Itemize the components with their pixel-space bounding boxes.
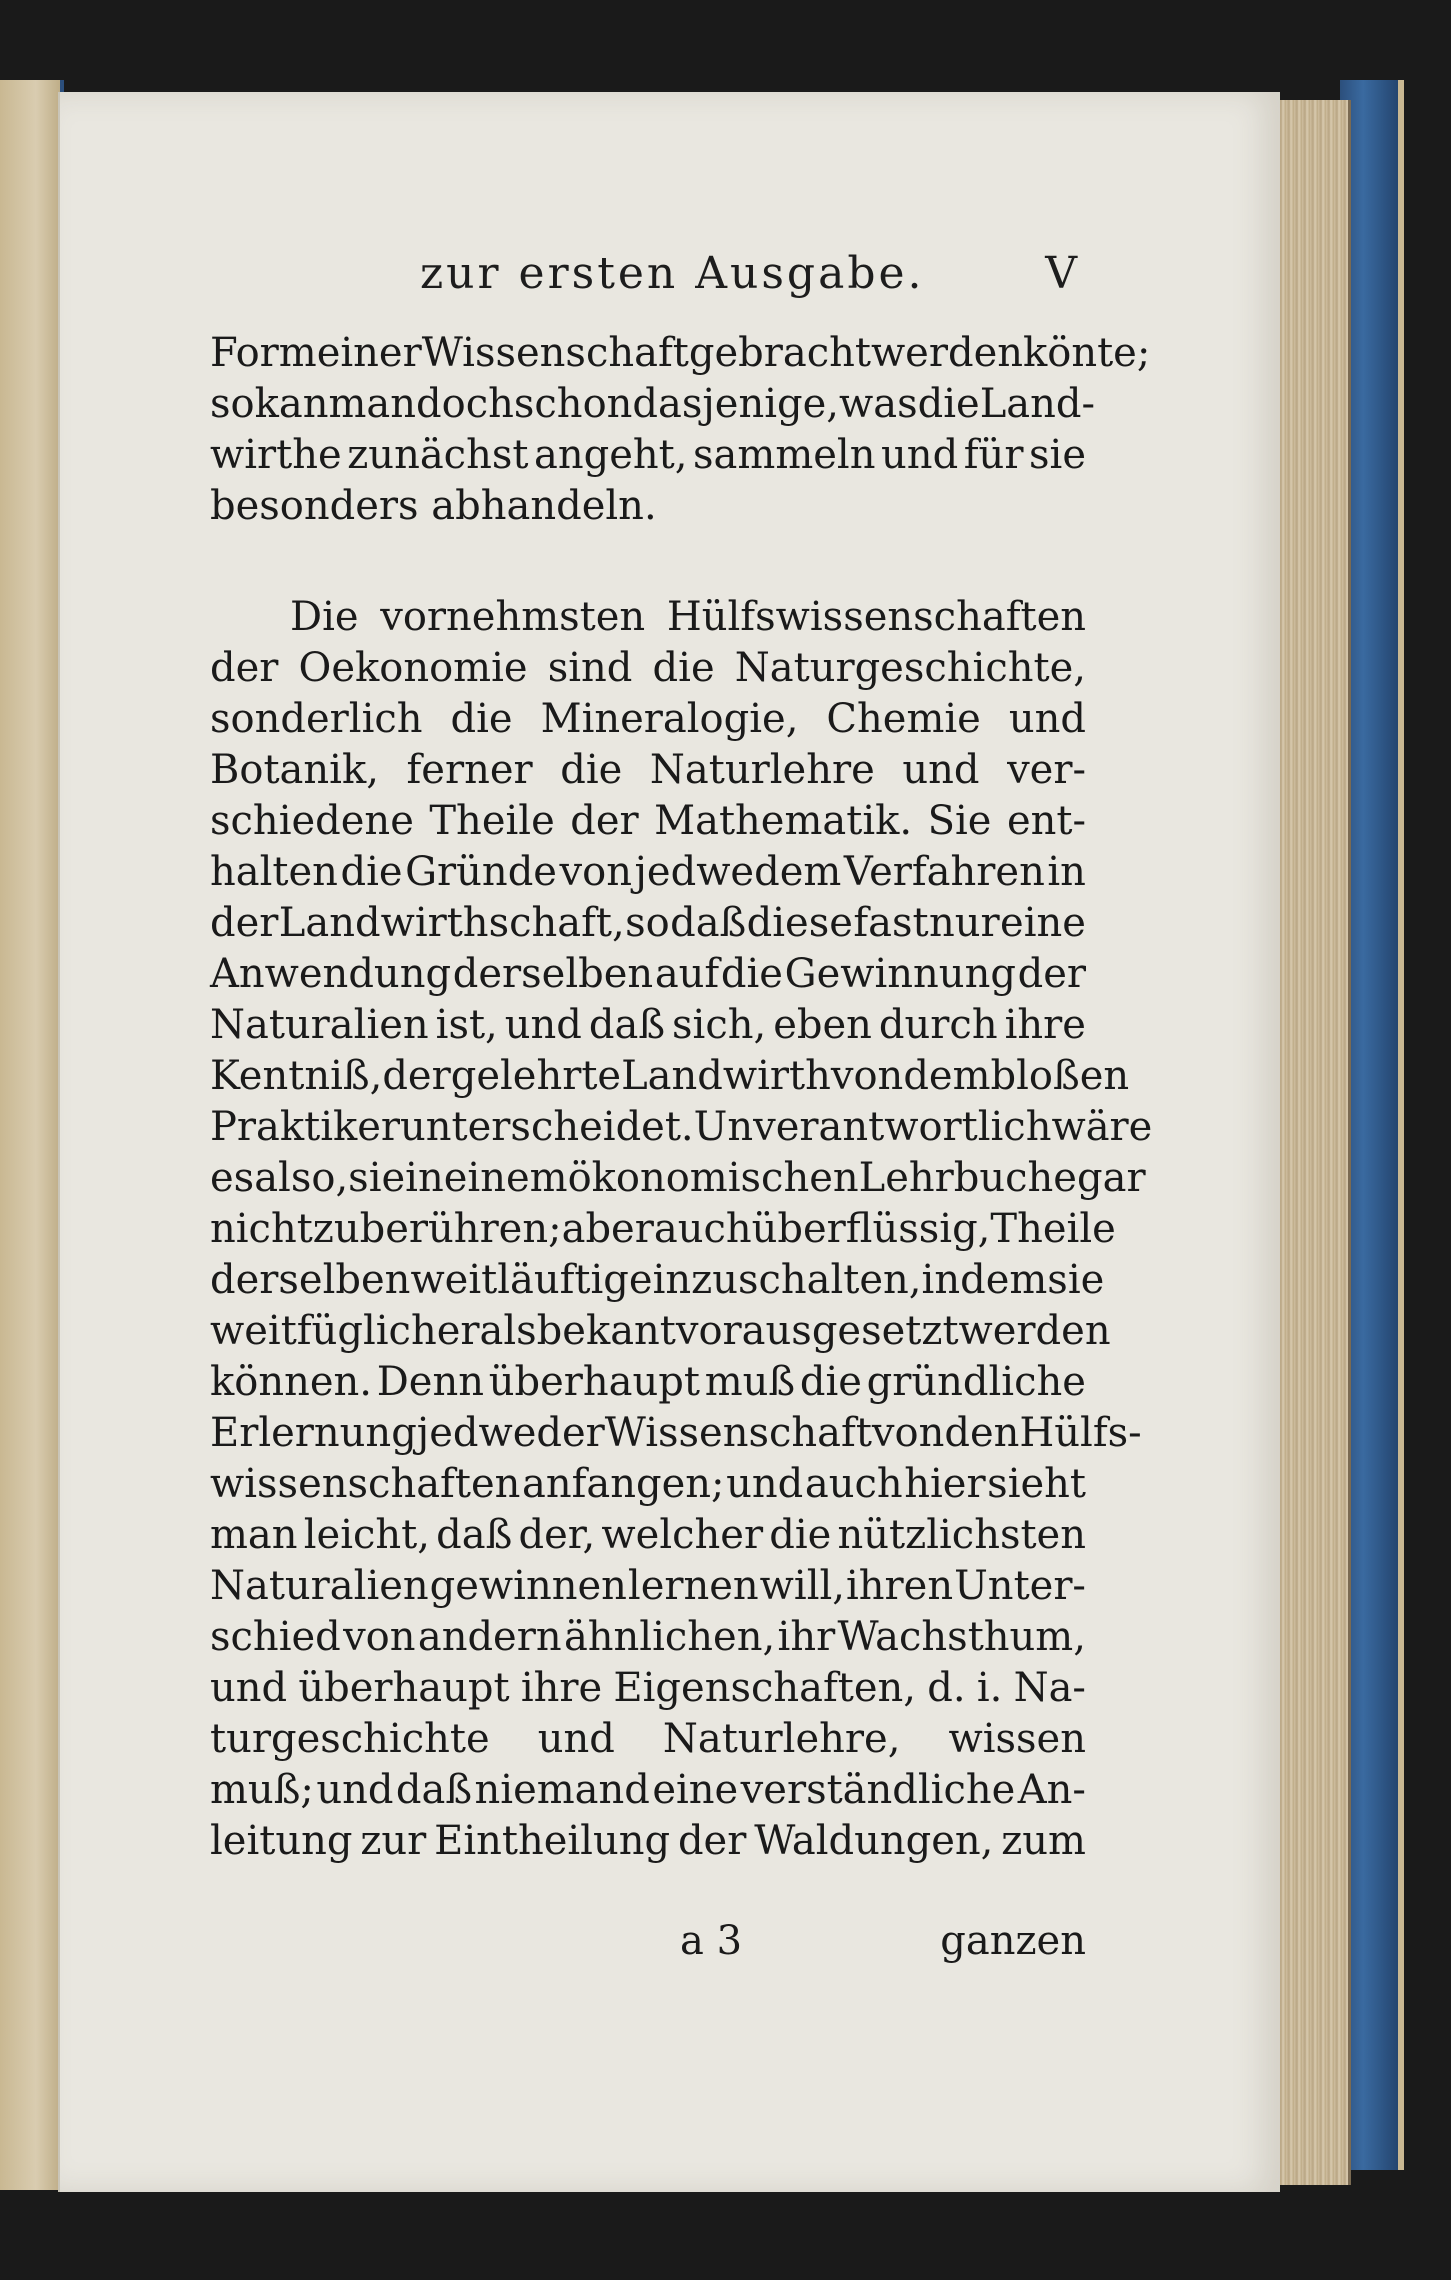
text-line: der Landwirthschaft, so daß diese fast nur eine xyxy=(210,900,1086,946)
text-line: sonderlich die Mineralogie, Chemie und xyxy=(210,696,1086,742)
page-edges xyxy=(1278,100,1351,2185)
text-line: Praktiker unterscheidet. Unverantwortlich wäre xyxy=(210,1104,1153,1150)
text-line: Erlernung jedweder Wissenschaft von den Hülfs- xyxy=(210,1410,1142,1456)
text-line: Naturalien gewinnen lernen will, ihren Unter- xyxy=(210,1563,1086,1609)
page-number: V xyxy=(1045,248,1080,299)
text-line: leitung zur Eintheilung der Waldungen, zum xyxy=(210,1818,1086,1864)
text-line: Die vornehmsten Hülfswissenschaften xyxy=(290,594,1086,640)
text-line: nicht zu berühren; aber auch überflüssig, Theile xyxy=(210,1206,1116,1252)
text-line: derselben weitläuftig einzuschalten, indem sie xyxy=(210,1257,1105,1303)
catchword: ganzen xyxy=(940,1918,1086,1964)
running-title: zur ersten Ausgabe. xyxy=(420,248,925,299)
text-line: Anwendung derselben auf die Gewinnung der xyxy=(210,951,1086,997)
text-line: so kan man doch schon dasjenige, was die Land- xyxy=(210,381,1096,427)
signature-mark: a 3 xyxy=(680,1918,743,1964)
text-line: schied von andern ähnlichen, ihr Wachsthum, xyxy=(210,1614,1086,1660)
text-line: Kentniß, der gelehrte Landwirth von dem bloßen xyxy=(210,1053,1130,1099)
text-line: der Oekonomie sind die Naturgeschichte, xyxy=(210,645,1086,691)
page-footer xyxy=(210,1918,1086,1978)
text-line: Naturalien ist, und daß sich, eben durch ihre xyxy=(210,1002,1086,1048)
text-line: besonders abhandeln. xyxy=(210,483,657,529)
text-line: halten die Gründe von jedwedem Verfahren in xyxy=(210,849,1086,895)
text-line: turgeschichte und Naturlehre, wissen xyxy=(210,1716,1086,1762)
text-line: muß; und daß niemand eine verständliche An- xyxy=(210,1767,1086,1813)
left-cover-edge xyxy=(0,80,64,2190)
text-line: es also, sie in einem ökonomischen Lehrbuche gar xyxy=(210,1155,1146,1201)
text-line: wissenschaften anfangen; und auch hier sieht xyxy=(210,1461,1086,1507)
text-line: schiedene Theile der Mathematik. Sie ent- xyxy=(210,798,1086,844)
text-line: weit füglicher als bekant vorausgesetzt werden xyxy=(210,1308,1111,1354)
text-line: Form einer Wissenschaft gebracht werden könte; xyxy=(210,330,1151,376)
running-header xyxy=(420,248,1080,308)
text-line: und überhaupt ihre Eigenschaften, d. i. Na- xyxy=(210,1665,1086,1711)
text-line: können. Denn überhaupt muß die gründliche xyxy=(210,1359,1086,1405)
text-line: Botanik, ferner die Naturlehre und ver- xyxy=(210,747,1086,793)
text-line: man leicht, daß der, welcher die nützlichsten xyxy=(210,1512,1086,1558)
body-text xyxy=(210,328,1153,1867)
text-line: wirthe zunächst angeht, sammeln und für sie xyxy=(210,432,1086,478)
